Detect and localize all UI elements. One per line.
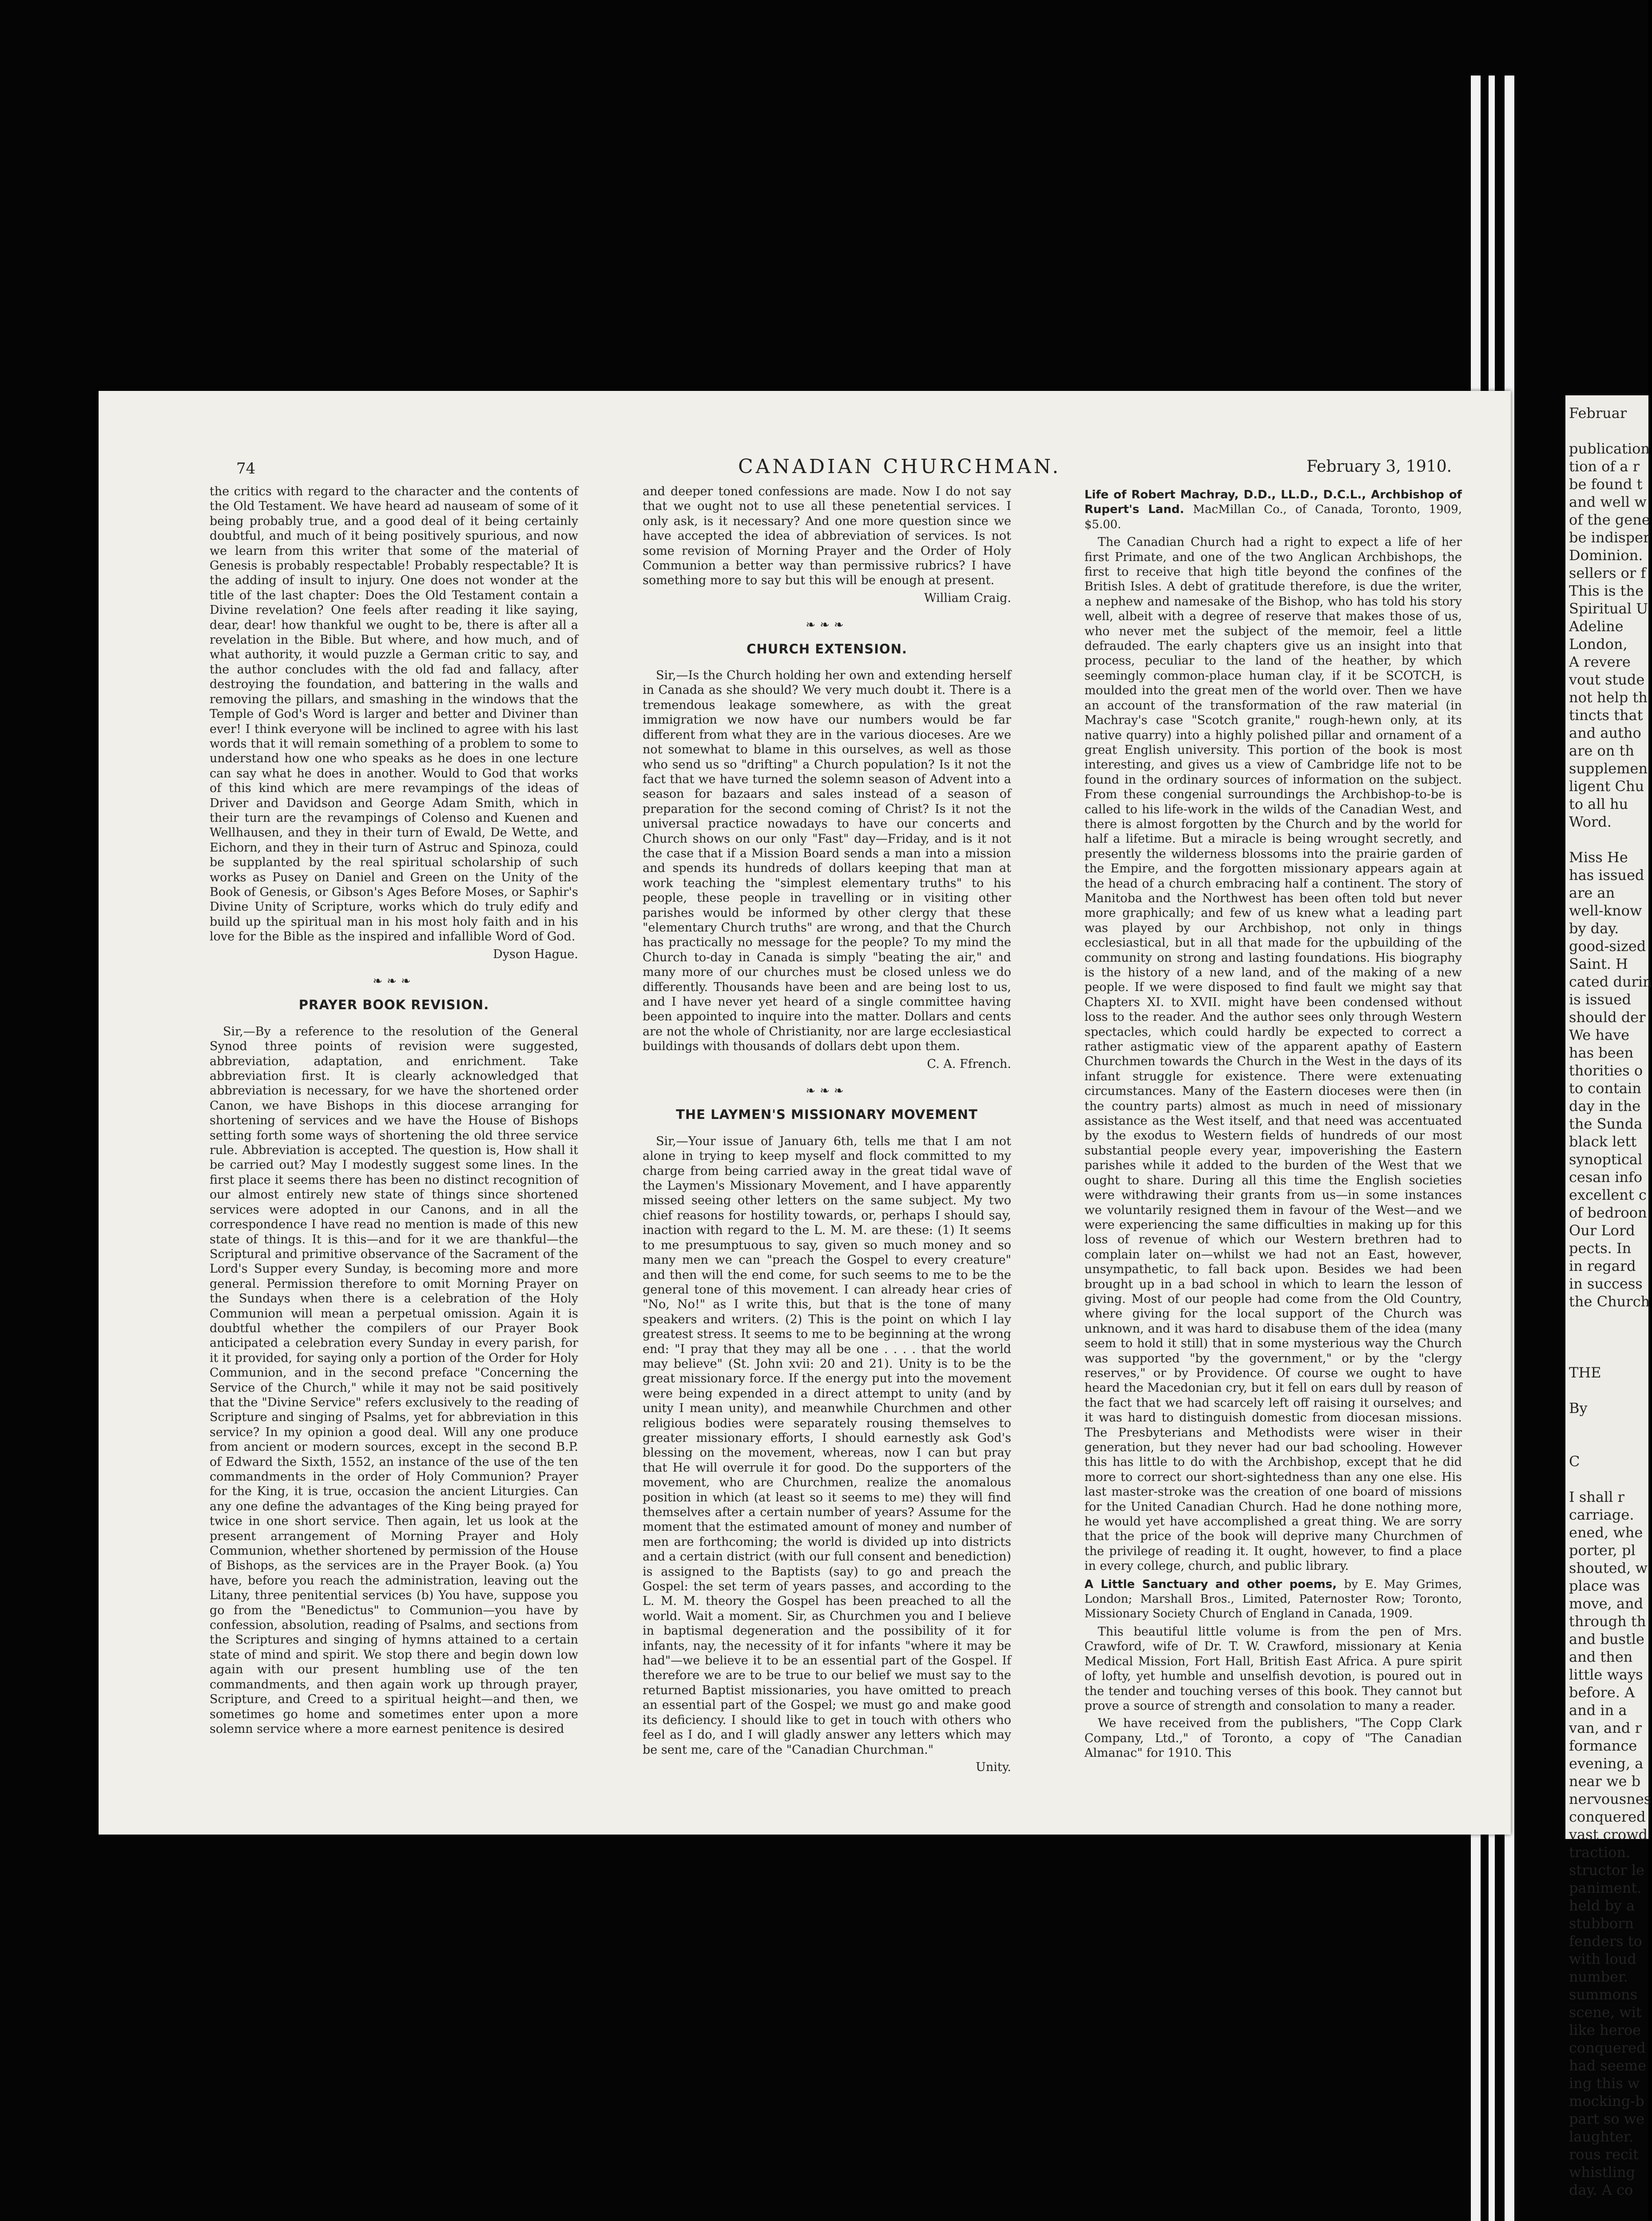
facing-page-line: day in the bbox=[1569, 1098, 1641, 1114]
facing-page-line: and autho bbox=[1569, 724, 1641, 741]
book-title-sanctuary bbox=[1084, 1577, 1462, 1622]
facing-page-line: not help th bbox=[1569, 689, 1648, 706]
col1-intro: the critics with regard to the character and the contents of the Old Testament. We have heard ad nauseam of some of it being probably true, and a good deal of it being certainly doubtful, and much of it being positively spurious, and now we learn from this writer that some of the material of Genesis is probably respectable! Probably respectable? It is the adding of insult to injury. One does not wonder at the title of the last chapter: Does the Old Testament contain a Divine revelation? One feels after reading it like saying, dear, dear! how thankful we ought to be, there is after all a revelation in the Bible. But where, and how much, and of what authority, it would puzzle a German critic to say, and the author concludes with the old fad and fallacy, after destroying the foundation, and battering in the walls and removing the pillars, and smashing in the windows that the Temple of God's Word is larger and better and Diviner than ever! I think everyone will be inclined to agree with his last words that it will remain something of a problem to some to understand how one who speaks as he does in one lecture can say what he does in another. Would to God that works of this kind which are mere revampings of the ideas of Driver and Davidson and George Adam Smith, which in their turn are the revampings of Colenso and Kuenen and Wellhausen, and they in their turn of Ewald, De Wette, and Eichorn, and they in their turn of Astruc and Spinoza, could be supplanted by the real spiritual scholarship of such works as Pusey on Daniel and Green on the Unity of the Book of Genesis, or Gibson's Ages Before Moses, or Saphir's Divine Unity of Scripture, works which do truly edify and build up the spiritual man in his most holy faith and in his love for the Bible as the inspired and infallible Word of God. bbox=[210, 485, 578, 944]
facing-page-line: paniment. bbox=[1569, 1879, 1642, 1896]
church-extension-signature: C. A. Ffrench. bbox=[927, 1057, 1011, 1071]
facing-page-line: through th bbox=[1569, 1613, 1646, 1630]
facing-page-line: ing this w bbox=[1569, 2075, 1640, 2092]
article-body-laymens-movement: Sir,—Your issue of January 6th, tells me that I am not alone in trying to keep myself and flock committed to my charge from being carried away in the great tidal wave of the Laymen's Missionary Movement, and I have apparently missed seeing other letters on the same subject. My two chief reasons for hostility towards, or, perhaps I should say, inaction with regard to the L. M. M. are these: (1) It seems to me presumptuous to say, given so much money and so many men we can "preach the Gospel to every creature" and then will the end come, for such seems to me to be the general tone of this movement. I can already hear cries of "No, No!" as I write this, but that is the tone of many speakers and writers. (2) This is the point on which I lay greatest stress. It seems to me to be beginning at the wrong end: "I pray that they may all be one . . . . that the world may believe" (St. John xvii: 20 and 21). Unity is to be the great missionary force. If the energy put into the movement were being expended in a direct attempt to unity (and by unity I mean unity), and meanwhile Churchmen and other religious bodies were separately rousing themselves to greater missionary efforts, I should earnestly ask God's blessing on the movement, whereas, now I can but pray that He will overrule it for good. Do the supporters of the movement, who are Churchmen, realize the anomalous position in which (at least so it seems to me) they will find themselves after a certain number of years? Assume for the moment that the estimated amount of money and number of men are forthcoming; the world is divided up into districts and a certain district (with our full consent and benediction) is assigned to the Baptists (say) to go and preach the Gospel: the set term of years passes, and according to the L. M. M. theory the Gospel has been preached to all the world. Wait a moment. Sir, as Churchmen you and I believe in baptismal degeneration and the possibility of it for infants, nay, the necessity of it for infants "where it may be had"—we believe it to be an essential part of the Gospel. If therefore we are to be true to our belief we must say to the returned Baptist missionaries, you have omitted to preach an essential part of the Gospel; we must go and make good its deficiency. I should like to get in touch with others who feel as I do, and I will gladly answer any letters which may be sent me, care of the "Canadian Churchman." bbox=[643, 1134, 1011, 1757]
facing-page-line: Saint. H bbox=[1569, 955, 1628, 972]
facing-page-line: whistling bbox=[1569, 2164, 1636, 2181]
facing-page-line: in success bbox=[1569, 1275, 1643, 1292]
book-title-machray bbox=[1084, 488, 1462, 532]
facing-page-line: be found t bbox=[1569, 476, 1643, 493]
ornament-divider: ❧❧❧ bbox=[806, 1084, 848, 1098]
facing-page-line: nervousnes bbox=[1569, 1791, 1652, 1807]
facing-page-line: are an bbox=[1569, 884, 1615, 901]
facing-page-fragment bbox=[1565, 395, 1652, 2198]
facing-page-line: cated durin bbox=[1569, 973, 1652, 990]
facing-page-line: carriage. bbox=[1569, 1506, 1634, 1523]
column-2 bbox=[643, 484, 1011, 1777]
facing-page-line: in regard bbox=[1569, 1258, 1636, 1274]
facing-page-line: supplemen bbox=[1569, 760, 1648, 777]
facing-page-line: and bustle bbox=[1569, 1631, 1644, 1648]
article-body-church-extension: Sir,—Is the Church holding her own and extending herself in Canada as she should? We very much doubt it. There is a tremendous leakage somewhere, as with the great immigration we now have our numbers would be far different from what they are in the various dioceses. Are we not somewhat to blame in this ourselves, as well as those who send us so "drifting" a Church population? Is it not the fact that we have turned the solemn season of Advent into a season for bazaars and sales instead of a season of preparation for the second coming of Christ? Is it not the universal practice nowadays to have our concerts and Church shows on our only "Fast" day—Friday, and is it not the case that if a Mission Board sends a man into a mission and spends its hundreds of dollars keeping that man at work teaching the "simplest elementary truths" to his people, these people in travelling or in visiting other parishes would be informed by other clergy that these "elementary Church truths" are wrong, and that the Church has practically no message for the people? To my mind the Church to-day in Canada is simply "beating the air," and many more of our churches must be closed unless we do differently. Thousands have been and are being lost to us, and I have never yet heard of a single committee having been appointed to inquire into the matter. Dollars and cents are not the whole of Christianity, nor are large ecclesiastical buildings with thousands of dollars debt upon them. bbox=[643, 669, 1011, 1054]
facing-page-line: of bedroon bbox=[1569, 1204, 1647, 1221]
facing-page-line: and then bbox=[1569, 1648, 1633, 1665]
column-1 bbox=[210, 484, 578, 1739]
facing-page-line: to all hu bbox=[1569, 796, 1628, 812]
facing-page-line: C bbox=[1569, 1453, 1580, 1470]
facing-page-line: Word. bbox=[1569, 813, 1612, 830]
ornament-divider: ❧❧❧ bbox=[373, 975, 415, 988]
facing-page-line: and in a bbox=[1569, 1702, 1627, 1719]
facing-page-line: and well w bbox=[1569, 494, 1647, 510]
facing-page-line bbox=[1565, 1435, 1648, 1453]
review-machray: The Canadian Church had a right to expect a life of her first Primate, and one of the two Anglican Archbishops, the first to receive that high title beyond the confines of the British Isles. A debt of gratitude therefore, is due the writer, a nephew and namesake of the Bishop, who has told his story well, albeit with a degree of reserve that makes those of us, who never met the subject of the memoir, feel a little defrauded. The early chapters give us an insight into that process, peculiar to the land of the heather, by which seemingly common-place human clay, if it be SCOTCH, is moulded into the great men of the world over. Then we have an account of the transformation of the raw material (in Machray's case "Scotch granite," rough-hewn only, at its native quarry) into a highly polished pillar and ornament of a great English university. This portion of the book is most interesting, and gives us a view of Cambridge life not to be found in the ordinary sources of information on the subject. From these congenial surroundings the Archbishop-to-be is called to his life-work in the wilds of the Canadian West, and there is almost forgotten by the Church and by the world for half a lifetime. But a miracle is being wrought secretly, and presently the wilderness blossoms into the prairie garden of the Empire, and the forgotten missionary appears again at the head of a church embracing half a continent. The story of Manitoba and the Northwest has been often told but never more graphically; and few of us knew what a leading part was played by our Archbishop, not only in things ecclesiastical, but in all that made for the upbuilding of the community on strong and lasting foundations. His biography is the history of a new land, and of the making of a new people. If we were disposed to find fault we might say that Chapters XI. to XVII. might have been condensed without loss to the reader. And the author sees only through Western spectacles, which could hardly be expected to correct a rather astigmatic view of the apparent apathy of Eastern Churchmen towards the Church in the West in the days of its infant struggle for existence. There were extenuating circumstances. Many of the Eastern dioceses were then (in the country parts) almost as much in need of missionary assistance as the West itself, and that need was accentuated by the exodus to Western fields of hundreds of our most substantial people every year, impoverishing the Eastern parishes while it added to the burden of the West that we ought to share. During all this time the English societies were withdrawing their grants from us—in some instances we voluntarily resigned them in favour of the West—and we were experiencing the same difficulties in making up for this loss of revenue of which our Western brethren had to complain later on—whilst we had not an East, however, unsympathetic, to fall back upon. Besides we had been brought up in a bad school in which to learn the lesson of giving. Most of our people had come from the Old Country, where giving for the local support of the Church was unknown, and it was hard to disabuse them of the idea (many seem to hold it still) that in some mysterious way the Church was supported "by the government," or by the "clergy reserves," or by Providence. Of course we ought to have heard the Macedonian cry, but it fell on ears dull by reason of the fact that we had scarcely left off raising it ourselves; and it was hard to distinguish domestic from diocesan missions. The Presbyterians and Methodists were wiser in their generation, but they never had our bad schooling. However this has little to do with the Archbishop, except that he did more to correct our short-sightedness than any one else. His last master-stroke was the creation of one board of missions for the United Canadian Church. Had he done nothing more, he would yet have accomplished a great thing. We are sorry that the price of the book will deprive many Churchmen of the privilege of reading it. It ought, however, to find a place in every college, church, and public library. bbox=[1084, 535, 1462, 1573]
facing-page-line: van, and r bbox=[1569, 1719, 1642, 1736]
facing-page-line: fenders to bbox=[1569, 1933, 1642, 1950]
facing-page-line: vast crowd bbox=[1569, 1826, 1648, 1843]
facing-page-line: tincts that bbox=[1569, 707, 1643, 724]
laymens-movement-signature: Unity. bbox=[976, 1760, 1011, 1774]
facing-page-line: of the gene bbox=[1569, 511, 1650, 528]
col1-intro-signature: Dyson Hague. bbox=[493, 947, 578, 961]
facing-page-line: conquered bbox=[1569, 1808, 1646, 1825]
facing-page-line: publication bbox=[1569, 440, 1650, 457]
facing-page-line: part so we bbox=[1569, 2110, 1645, 2127]
facing-page-line: ened, whe bbox=[1569, 1524, 1643, 1541]
facing-page-line: porter, pl bbox=[1569, 1542, 1636, 1559]
facing-page-line bbox=[1565, 1381, 1648, 1399]
facing-page-line: with loud bbox=[1569, 1950, 1636, 1967]
column-3 bbox=[1084, 484, 1462, 1763]
facing-page-line: well-know bbox=[1569, 902, 1642, 919]
book-publisher-text: by E. May Grimes, London; Marshall Bros., Limited, Paternoster Row; Toronto, Missionary Society Church of England in Canada, 1909. bbox=[1084, 1577, 1462, 1621]
facing-page-line bbox=[1565, 1417, 1648, 1435]
facing-page-line: held by a bbox=[1569, 1897, 1635, 1914]
page-date: February 3, 1910. bbox=[1307, 458, 1452, 476]
facing-page-line: shouted, w bbox=[1569, 1560, 1648, 1576]
facing-page-line: Februar bbox=[1569, 405, 1627, 422]
article-heading-laymens-movement: THE LAYMEN'S MISSIONARY MOVEMENT bbox=[676, 1107, 978, 1122]
facing-page-line: Miss He bbox=[1569, 849, 1628, 866]
facing-page-line: the Sunda bbox=[1569, 1115, 1643, 1132]
facing-page-line: thorities o bbox=[1569, 1062, 1643, 1079]
facing-page-line: THE bbox=[1569, 1364, 1601, 1381]
facing-page-line: near we b bbox=[1569, 1773, 1641, 1790]
review-almanac: We have received from the publishers, "The Copp Clark Company, Ltd.," of Toronto, a copy of "The Canadian Almanac" for 1910. This bbox=[1084, 1716, 1462, 1760]
facing-page-line: the Church bbox=[1569, 1293, 1650, 1310]
facing-page-line: By bbox=[1569, 1400, 1588, 1417]
facing-page-line bbox=[1565, 1470, 1648, 1488]
facing-page-line: pects. In bbox=[1569, 1240, 1632, 1257]
facing-page-line: ligent Chu bbox=[1569, 778, 1644, 795]
facing-page-line: be indisper bbox=[1569, 529, 1650, 546]
facing-page-line: cesan info bbox=[1569, 1169, 1643, 1186]
facing-page-line: excellent c bbox=[1569, 1186, 1647, 1203]
facing-page-line: structor le bbox=[1569, 1862, 1644, 1879]
facing-page-line: like heroe bbox=[1569, 2022, 1641, 2038]
facing-page-line: little ways bbox=[1569, 1666, 1643, 1683]
facing-page-line: day. A co bbox=[1569, 2181, 1633, 2198]
facing-page-line: rous recit bbox=[1569, 2146, 1639, 2163]
facing-page-line bbox=[1565, 1310, 1648, 1328]
facing-page-line bbox=[1565, 422, 1648, 440]
facing-page-line: Dominion. bbox=[1569, 547, 1643, 564]
ornament-divider: ❧❧❧ bbox=[806, 618, 848, 632]
article-heading-church-extension: CHURCH EXTENSION. bbox=[747, 641, 907, 657]
facing-page-line: should der bbox=[1569, 1009, 1646, 1026]
facing-page-line: traction. bbox=[1569, 1844, 1631, 1861]
facing-page-text bbox=[1565, 395, 1652, 2199]
facing-page-line: A revere bbox=[1569, 653, 1631, 670]
facing-page-line: This is the bbox=[1569, 582, 1644, 599]
facing-page-line: synoptical bbox=[1569, 1151, 1643, 1168]
col2-intro-signature: William Craig. bbox=[924, 591, 1011, 605]
facing-page-line: We have bbox=[1569, 1027, 1630, 1043]
facing-page-line: move, and bbox=[1569, 1595, 1644, 1612]
facing-page-line: black lett bbox=[1569, 1133, 1637, 1150]
masthead-title: CANADIAN CHURCHMAN. bbox=[738, 455, 1061, 478]
facing-page-line: summons bbox=[1569, 1986, 1638, 2003]
facing-page-line: vout stude bbox=[1569, 671, 1645, 688]
book-publisher-text: MacMillan Co., of Canada, Toronto, 1909, $5.00. bbox=[1084, 503, 1462, 531]
facing-page-line: has been bbox=[1569, 1044, 1634, 1061]
facing-page-line: conquered bbox=[1569, 2039, 1646, 2056]
facing-page-line: has issued bbox=[1569, 867, 1644, 884]
book-title-text: Life of Robert Machray, D.D., LL.D., D.C.L., Archbishop of Rupert's Land. bbox=[1084, 488, 1462, 517]
facing-page-line: to contain bbox=[1569, 1080, 1641, 1097]
facing-page-line: before. A bbox=[1569, 1684, 1635, 1701]
page-number: 74 bbox=[236, 460, 256, 478]
facing-page-line: had seeme bbox=[1569, 2057, 1646, 2074]
facing-page-line: by day. bbox=[1569, 920, 1619, 937]
facing-page-line: tion of a r bbox=[1569, 458, 1640, 475]
facing-page-line: London, bbox=[1569, 636, 1628, 653]
facing-page-line bbox=[1565, 1328, 1648, 1346]
facing-page-line: laughter. bbox=[1569, 2128, 1633, 2145]
article-body-prayer-book: Sir,—By a reference to the resolution of the General Synod three points of revision were suggested, abbreviation, adaptation, and enrichment. Take abbreviation first. It is clearly acknowledged that abbreviation is necessary, for we have the shortened order Canon, we have Bishops in this diocese arranging for shortening of services and we have the House of Bishops setting forth some ways of shortening the old three service rule. Abbreviation is accepted. The question is, How shall it be carried out? May I modestly suggest some lines. In the first place it seems there has been no distinct recognition of our almost entirely new state of things since shortened services were adopted in our Canons, and in all the correspondence I have read no mention is made of this new state of things. It is this—and for it we are thankful—the Scriptural and primitive observance of the Sacrament of the Lord's Supper every Sunday, is becoming more and more general. Permission therefore to omit Morning Prayer on the Sundays when there is a celebration of the Holy Communion will mean a perpetual omission. Again it is doubtful whether the compilers of our Prayer Book anticipated a celebration every Sunday in every parish, for it it provided, for saying only a portion of the Order for Holy Communion, and in the second preface "Concerning the Service of the Church," while it may not be said positively that the "Divine Service" refers exclusively to the reading of Scripture and singing of Psalms, yet for abbreviation in this service? In my opinion a good deal. Will any one produce from ancient or modern sources, except in the second B.P. of Edward the Sixth, 1552, an instance of the use of the ten commandments in the order of Holy Communion? Prayer for the King, it is true, occasion the ancient Liturgies. Can any one define the advantages of the King being prayed for twice in one short service. Then again, let us look at the present arrangement of Morning Prayer and Holy Communion, whether shortened by permission of the House of Bishops, as the services are in the Prayer Book. (a) You have, before you reach the administration, leaving out the Litany, three penitential services (b) You have, suppose you go from the "Benedictus" to Communion—you have by confession, absolution, reading of Psalms, and sections from the Scriptures and singing of hymns attained to a certain state of mind and spirit. We stop there and begin down low again with our present humbling use of the ten commandments, and then again work up through prayer, Scripture, and Creed to a spiritual height—and then, we sometimes go home and sometimes enter upon a more solemn service where a more earnest penitence is desired bbox=[210, 1024, 578, 1736]
facing-page-line: Adeline bbox=[1569, 618, 1624, 635]
facing-page-line: stubborn bbox=[1569, 1915, 1634, 1932]
review-sanctuary: This beautiful little volume is from the pen of Mrs. Crawford, wife of Dr. T. W. Crawford, missionary at Kenia Medical Mission, Fort Hall, British East Africa. A pure spirit of lofty, yet humble and unselfish devotion, is poured out in the tender and touching verses of this book. They cannot but prove a source of strength and consolation to many a reader. bbox=[1084, 1624, 1462, 1713]
facing-page-line bbox=[1565, 831, 1648, 848]
facing-page-line: sellers or f bbox=[1569, 565, 1646, 581]
book-title-text: A Little Sanctuary and other poems, bbox=[1084, 1577, 1337, 1591]
newspaper-page bbox=[99, 391, 1511, 1835]
facing-page-line: is issued bbox=[1569, 991, 1631, 1008]
facing-page-line: place was bbox=[1569, 1577, 1640, 1594]
facing-page-line: Spiritual U bbox=[1569, 600, 1648, 617]
facing-page-line: good-sized bbox=[1569, 938, 1646, 955]
facing-page-line: I shall r bbox=[1569, 1489, 1624, 1505]
facing-page-line: scene, wit bbox=[1569, 2004, 1642, 2021]
facing-page-line: Our Lord bbox=[1569, 1222, 1635, 1239]
facing-page-line: formance bbox=[1569, 1737, 1637, 1754]
facing-page-line: mocking-b bbox=[1569, 2093, 1644, 2110]
facing-page-line bbox=[1565, 1346, 1648, 1364]
facing-page-line: evening, a bbox=[1569, 1755, 1644, 1772]
article-heading-prayer-book: PRAYER BOOK REVISION. bbox=[298, 997, 489, 1013]
facing-page-line: are on th bbox=[1569, 742, 1634, 759]
col2-intro: and deeper toned confessions are made. Now I do not say that we ought not to use all these penetential services. I only ask, is it necessary? And one more question since we have accepted the idea of abbreviation of services. Is not some revision of Morning Prayer and the Order of Holy Communion a better way than permissive rubrics? I have something more to say but this will be enough at present. bbox=[643, 485, 1011, 588]
facing-page-line: number. bbox=[1569, 1968, 1628, 1985]
